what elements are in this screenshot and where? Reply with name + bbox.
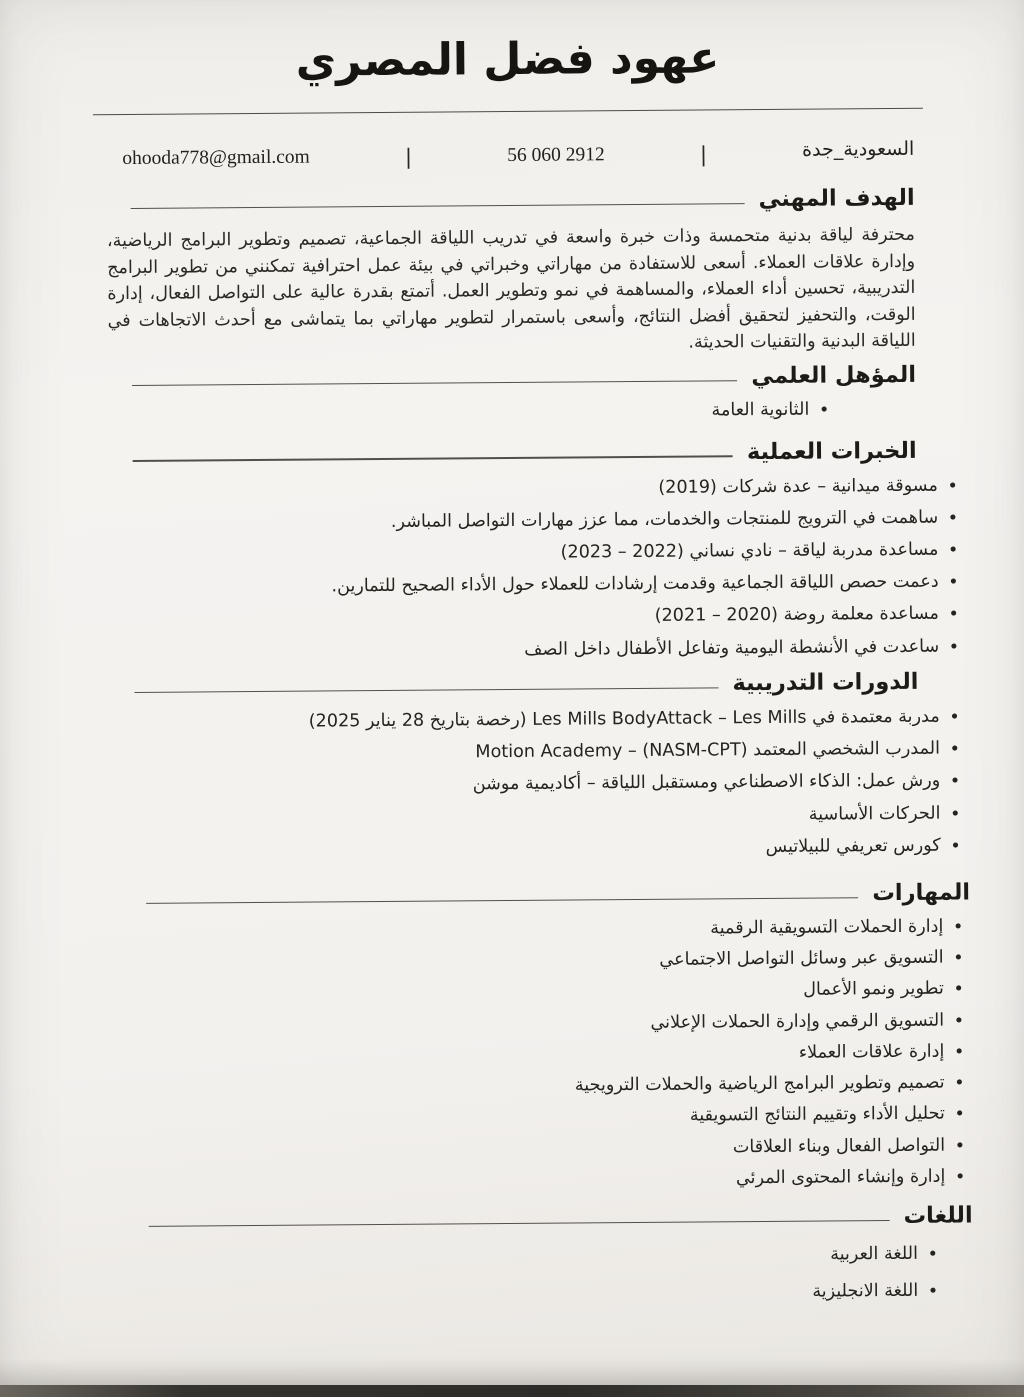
- courses-list: [111, 705, 966, 864]
- scan-bottom-shadow: [0, 1359, 1024, 1385]
- list-item: • مدربة معتمدة في Les Mills BodyAttack – Les Mills (رخصة بتاريخ 28 يناير 2025): [111, 705, 965, 735]
- candidate-name: عهود فضل المصري: [295, 32, 720, 87]
- list-item: • التواصل الفعال وبناء العلاقات: [144, 1134, 970, 1164]
- contact-separator: |: [404, 145, 413, 170]
- section-courses-header: [110, 669, 918, 701]
- education-list: [108, 399, 834, 428]
- heading-rule: [134, 687, 718, 693]
- list-item: • إدارة وإنشاء المحتوى المرئي: [144, 1165, 970, 1195]
- skills-list: [142, 915, 970, 1194]
- section-heading-education: المؤهل العلمي: [751, 362, 917, 390]
- list-item: • ساعدت في الأنشطة اليومية وتفاعل الأطفال داخل الصف: [110, 635, 964, 665]
- list-item: • تحليل الأداء وتقييم النتائج التسويقية: [144, 1103, 970, 1133]
- list-item: • تصميم وتطوير البرامج الرياضية والحملات الترويجية: [144, 1071, 970, 1101]
- list-item: • التسويق عبر وسائل التواصل الاجتماعي: [143, 947, 969, 977]
- list-item: • تطوير ونمو الأعمال: [143, 978, 969, 1008]
- section-languages-header: [145, 1202, 973, 1235]
- list-item: • إدارة علاقات العملاء: [143, 1040, 969, 1070]
- contact-row: [122, 138, 915, 171]
- list-item: • مساعدة معلمة روضة (2020 – 2021): [110, 603, 964, 633]
- list-item: • مسوقة ميدانية – عدة شركات (2019): [109, 474, 963, 504]
- heading-rule: [131, 203, 745, 209]
- objective-text: محترفة لياقة بدنية متحمسة وذات خبرة واسعة في تدريب اللياقة الجماعية، تصميم وتطوير البرامج الرياضية، وإدارة علاقات العملاء. أسعى للاستفادة من مهاراتي وخبراتي في بيئة عمل احترافية تمكنني من تطوير البرامج التدريبية، تحسين أداء العملاء، والمساهمة في نمو وتطوير العمل. أتمتع بقدرة عالية على التواصل الفعال، إدارة الوقت، والتحفيز لتحقيق أفضل النتائج، وأسعى باستمرار لتطوير مهاراتي بما يتماشى مع أحدث الاتجاهات في اللياقة البدنية والتقنيات الحديثة.: [106, 225, 916, 353]
- section-heading-languages: اللغات: [903, 1202, 973, 1229]
- title-divider: [93, 108, 923, 116]
- languages-list: [145, 1243, 943, 1310]
- section-experience: [109, 437, 940, 665]
- section-heading-skills: المهارات: [872, 879, 971, 907]
- contact-location: السعودية_جدة: [802, 138, 915, 162]
- list-item: • مساعدة مدربة لياقة – نادي نساني (2022 – 2023): [109, 538, 963, 568]
- heading-rule: [146, 897, 858, 904]
- section-skills-header: [142, 879, 970, 912]
- list-item: • الثانوية العامة: [108, 399, 834, 428]
- section-objective: [107, 185, 916, 360]
- list-item: • الحركات الأساسية: [111, 802, 965, 832]
- heading-rule: [132, 380, 737, 386]
- contact-separator: |: [699, 142, 708, 167]
- heading-rule: [133, 456, 733, 462]
- list-item: • كورس تعريفي للبيلاتيس: [112, 834, 966, 864]
- section-experience-header: [109, 437, 917, 469]
- section-education-header: [108, 362, 916, 394]
- heading-rule: [149, 1220, 890, 1227]
- experience-list: [109, 474, 964, 665]
- list-item: • ساهمت في الترويج للمنتجات والخدمات، مما عزز مهارات التواصل المباشر.: [109, 506, 963, 536]
- section-languages: [145, 1202, 974, 1309]
- list-item: • التسويق الرقمي وإدارة الحملات الإعلاني: [143, 1009, 969, 1039]
- section-education: [108, 362, 916, 428]
- section-skills: [142, 879, 972, 1194]
- section-heading-objective: الهدف المهني: [758, 185, 915, 213]
- section-objective-header: [107, 185, 915, 217]
- section-heading-courses: الدورات التدريبية: [732, 668, 919, 697]
- list-item: • إدارة الحملات التسويقية الرقمية: [142, 915, 968, 945]
- list-item: • دعمت حصص اللياقة الجماعية وقدمت إرشادات للعملاء حول الأداء الصحيح للتمارين.: [110, 571, 964, 601]
- list-item: • اللغة العربية: [145, 1243, 943, 1272]
- section-heading-experience: الخبرات العملية: [746, 437, 917, 465]
- contact-phone: 56 060 2912: [507, 144, 605, 167]
- list-item: • اللغة الانجليزية: [145, 1280, 943, 1309]
- list-item: • ورش عمل: الذكاء الاصطناعي ومستقبل اللياقة – أكاديمية موشن: [111, 770, 965, 800]
- contact-email: ohooda778@gmail.com: [122, 146, 310, 170]
- scan-bottom-edge: [0, 1385, 1024, 1397]
- section-courses: [110, 668, 941, 864]
- list-item: • المدرب الشخصي المعتمد (NASM-CPT) – Motion Academy: [111, 738, 965, 768]
